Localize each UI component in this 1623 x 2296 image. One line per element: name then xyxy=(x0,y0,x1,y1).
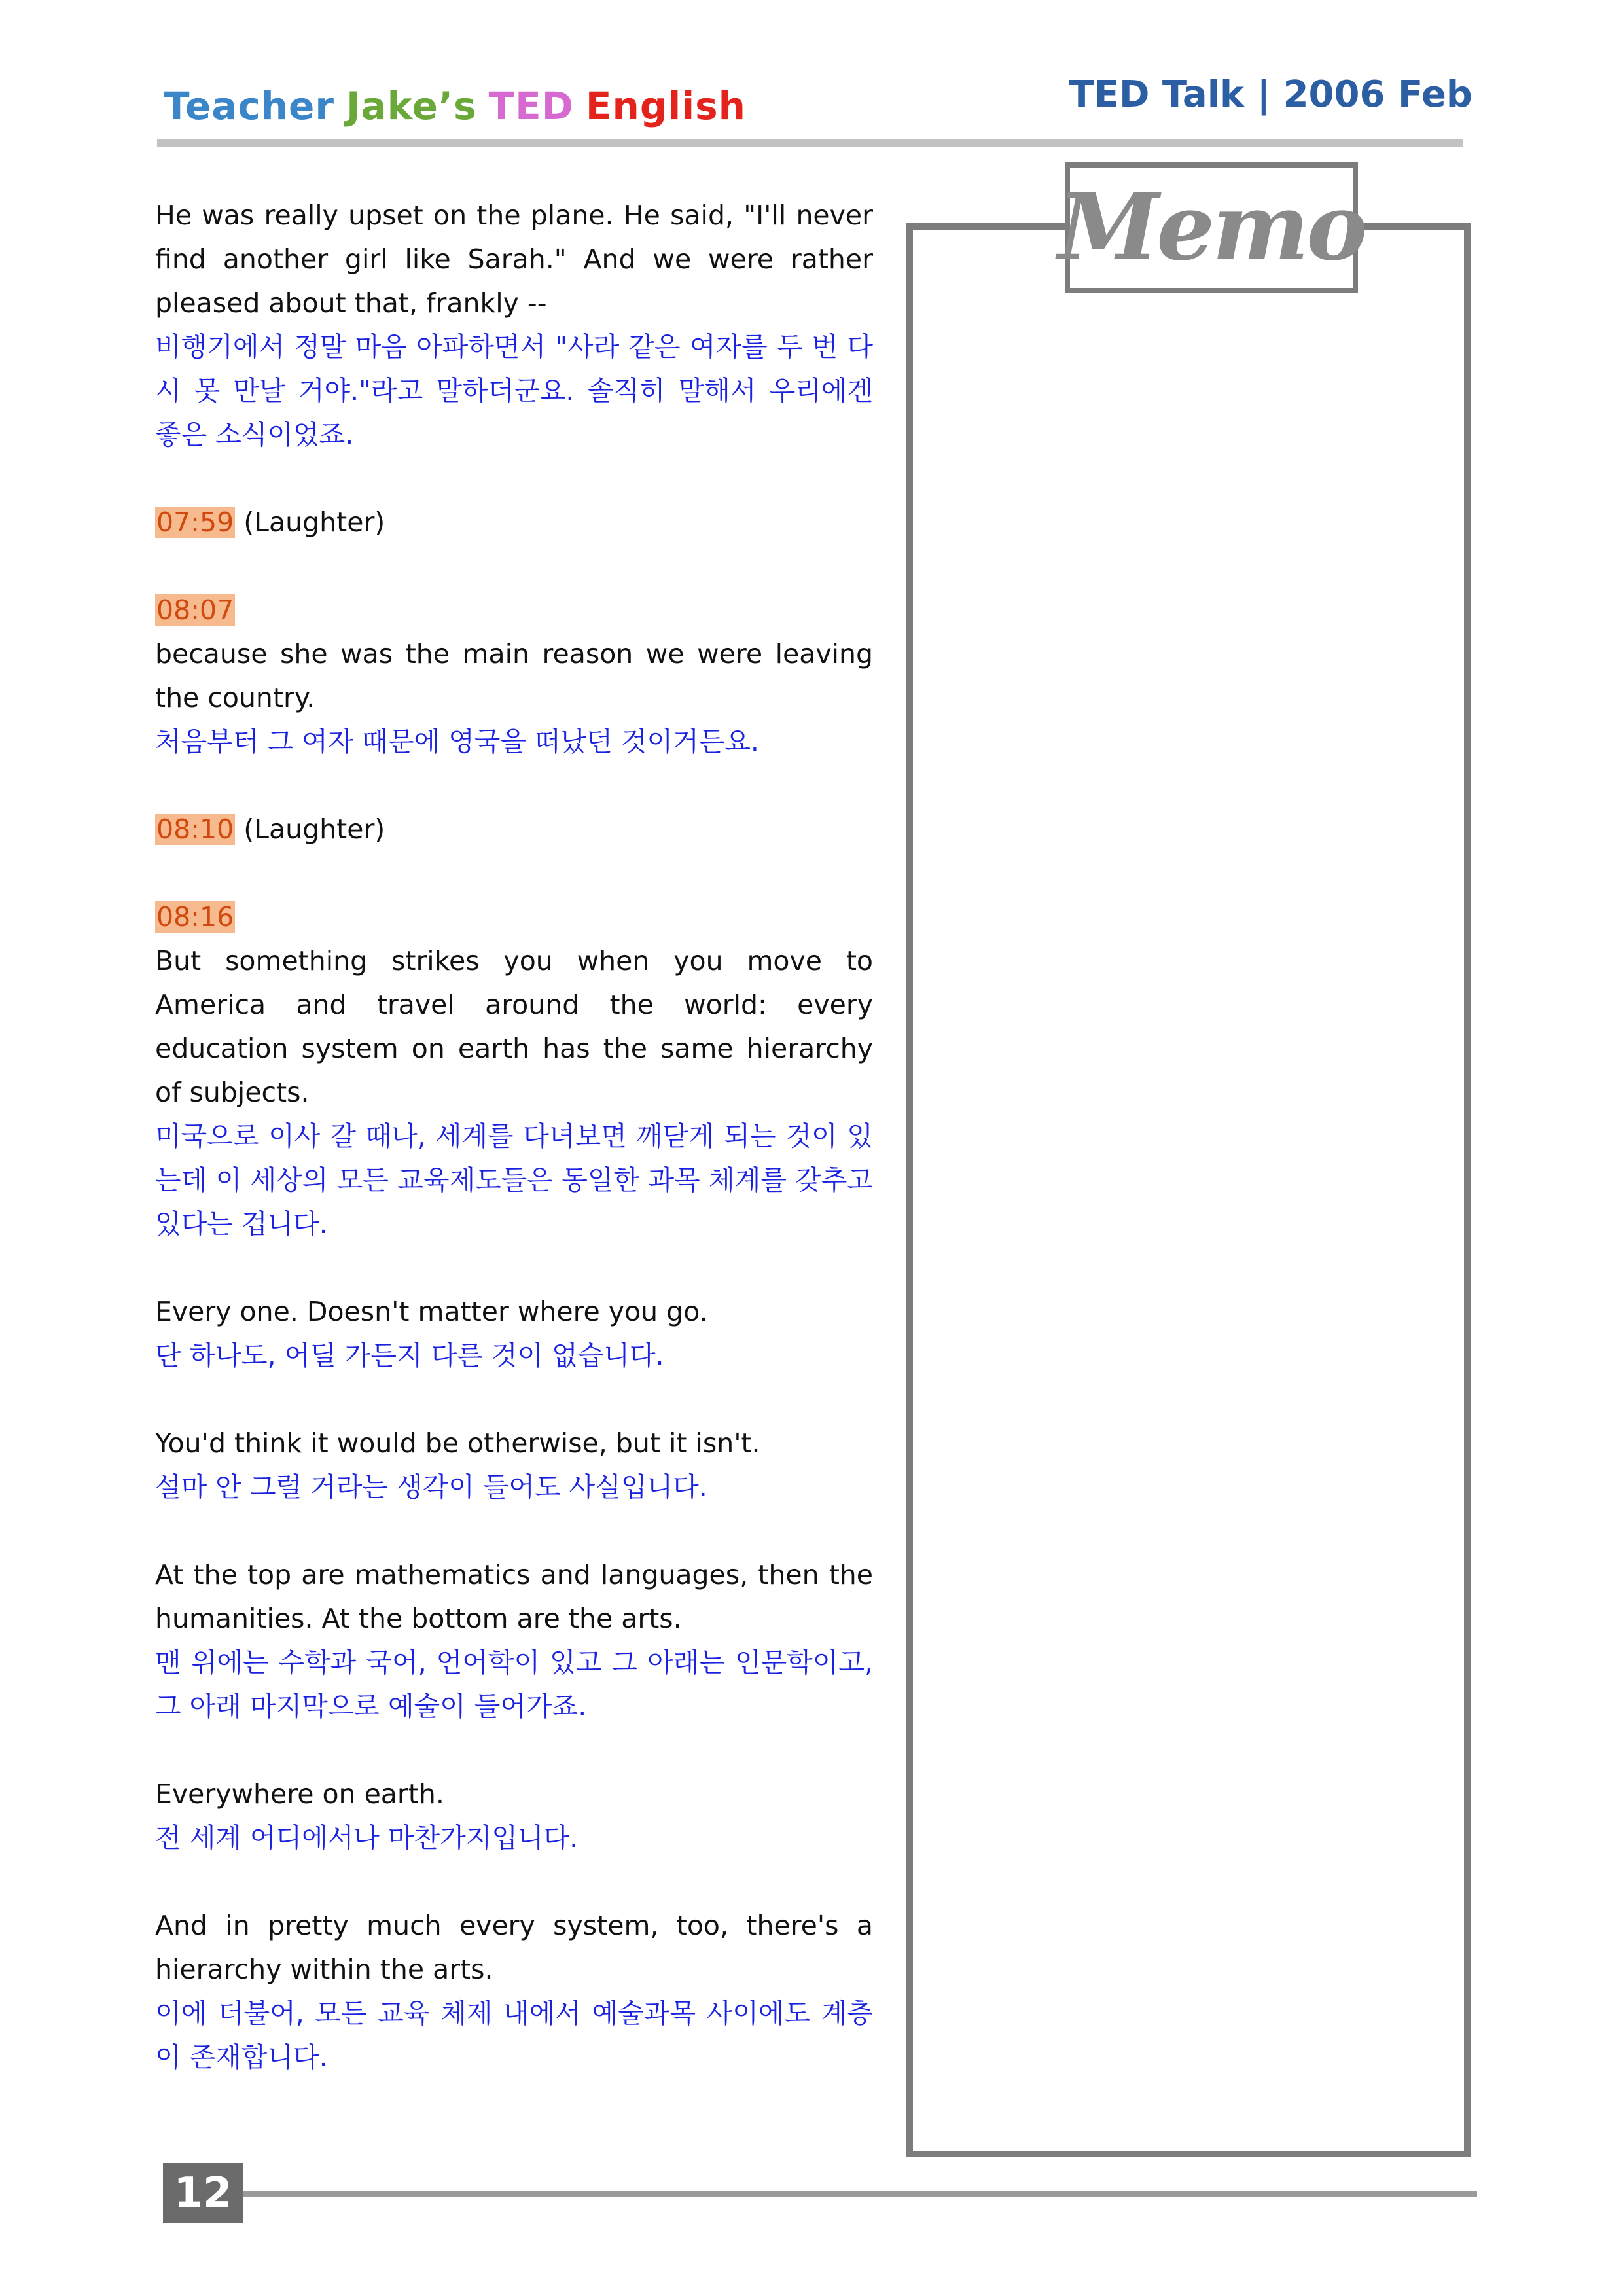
memo-label: Memo xyxy=(1058,174,1365,281)
timestamp-line xyxy=(155,808,873,852)
english-line: At the top are mathematics and languages, then the humanities. At the bottom are the arts. xyxy=(155,1559,873,1634)
english-line: Everywhere on earth. xyxy=(155,1778,444,1810)
header-divider xyxy=(157,139,1463,147)
korean-line: 단 하나도, 어딜 가든지 다른 것이 없습니다. xyxy=(155,1340,664,1371)
timestamp-line xyxy=(155,501,873,545)
laughter-note: (Laughter) xyxy=(235,814,385,845)
brand-word-teacher: Teacher xyxy=(164,84,334,128)
memo-box xyxy=(906,223,1471,2157)
english-line: Every one. Doesn't matter where you go. xyxy=(155,1296,708,1327)
brand-title xyxy=(164,84,758,128)
english-line: He was really upset on the plane. He said, "I'll never find another girl like Sarah." And we were rather pleased about that, frankly -- xyxy=(155,200,873,319)
korean-line: 전 세계 어디에서나 마찬가지입니다. xyxy=(155,1822,579,1854)
english-line: because she was the main reason we were leaving the country. xyxy=(155,638,873,713)
korean-line: 비행기에서 정말 마음 아파하면서 "사라 같은 여자를 두 번 다시 못 만날 거야."라고 말하더군요. 솔직히 말해서 우리에겐 좋은 소식이었죠. xyxy=(155,331,873,450)
memo-tab xyxy=(1058,162,1365,293)
korean-line: 처음부터 그 여자 때문에 영국을 떠났던 것이거든요. xyxy=(155,726,759,757)
timestamp-line xyxy=(155,895,873,939)
timestamp: 08:10 xyxy=(156,814,234,845)
footer-divider xyxy=(243,2191,1477,2197)
timestamp: 07:59 xyxy=(156,507,234,538)
english-line: And in pretty much every system, too, there's a hierarchy within the arts. xyxy=(155,1910,873,1985)
brand-word-english: English xyxy=(585,84,746,128)
brand-word-ted: TED xyxy=(488,84,574,128)
korean-line: 설마 안 그럴 거라는 생각이 들어도 사실입니다. xyxy=(155,1471,707,1503)
timestamp: 08:16 xyxy=(156,901,234,933)
korean-line: 미국으로 이사 갈 때나, 세계를 다녀보면 깨닫게 되는 것이 있는데 이 세상의 모든 교육제도들은 동일한 과목 체계를 갖추고 있다는 겁니다. xyxy=(155,1121,873,1240)
english-line: But something strikes you when you move to America and travel around the world: every education system on earth has the same hierarchy of subjects. xyxy=(155,945,873,1108)
korean-line: 맨 위에는 수학과 국어, 언어학이 있고 그 아래는 인문학이고, 그 아래 마지막으로 예술이 들어가죠. xyxy=(155,1647,873,1722)
transcript-column xyxy=(155,194,873,2079)
talk-title: TED Talk | 2006 Feb xyxy=(1069,73,1472,116)
laughter-note: (Laughter) xyxy=(235,507,385,538)
page-number: 12 xyxy=(163,2163,243,2223)
timestamp: 08:07 xyxy=(156,594,234,626)
brand-word-jakes: Jake’s xyxy=(346,84,477,128)
english-line: You'd think it would be otherwise, but it isn't. xyxy=(155,1427,760,1459)
korean-line: 이에 더불어, 모든 교육 체제 내에서 예술과목 사이에도 계층이 존재합니다. xyxy=(155,1998,873,2073)
timestamp-line xyxy=(155,588,873,632)
